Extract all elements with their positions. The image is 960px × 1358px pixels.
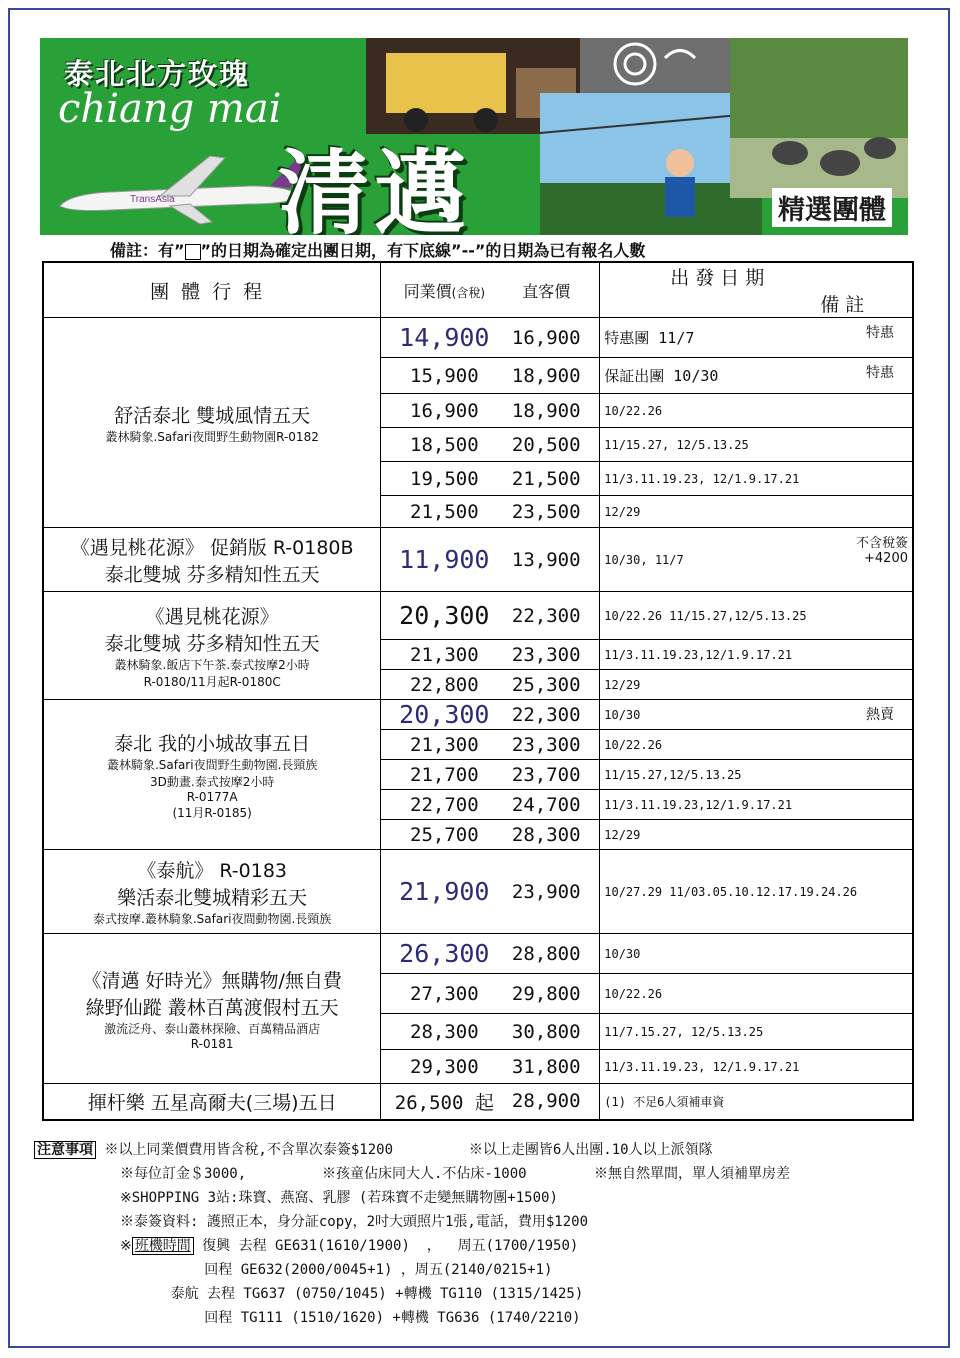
header-banner [40, 38, 908, 235]
direct-price: 23,500 [511, 500, 581, 523]
price-cell [381, 394, 600, 428]
departure-dates: 保証出團 10/30 [604, 367, 719, 385]
departure-cell [600, 790, 913, 820]
box-mark [185, 244, 201, 260]
itinerary-line: 叢林騎象.飯店下午茶.泰式按摩2小時 [114, 657, 310, 672]
direct-price: 25,300 [511, 673, 581, 696]
banner-title: 泰北北方玫瑰 [64, 57, 251, 91]
direct-price: 23,300 [511, 643, 581, 666]
direct-price: 28,800 [511, 942, 581, 965]
direct-price: 22,300 [511, 703, 581, 726]
price-cell [381, 974, 600, 1014]
notes-line-2: ※每位訂金＄3000, ※孩童佔床同大人.不佔床-1000 ※無自然單間，單人須補單房差 [120, 1166, 791, 1182]
price-cell [381, 790, 600, 820]
agent-price: 21,300 [410, 643, 479, 666]
price-cell [381, 1014, 600, 1050]
notes-line-3: ※SHOPPING 3站:珠寶、燕窩、乳膠 (若珠寶不走變無購物團+1500) [120, 1190, 558, 1206]
notes-line-8: 回程 TG111 (1510/1620) +轉機 TG636 (1740/2210) [120, 1310, 581, 1326]
direct-price: 28,900 [511, 1090, 581, 1113]
agent-price: 21,500 [410, 500, 479, 523]
departure-dates: 10/22.26 [604, 403, 663, 418]
itinerary-cell [43, 528, 381, 592]
departure-cell [600, 428, 913, 462]
agent-price: 28,300 [410, 1020, 479, 1043]
itinerary-line: 泰北雙城 芬多精知性五天 [104, 632, 320, 655]
table-row [43, 592, 913, 640]
agent-price: 21,300 [410, 733, 479, 756]
table-row [43, 850, 913, 934]
departure-dates: 11/15.27, 12/5.13.25 [604, 437, 749, 452]
header-remark: 備註 [820, 294, 871, 316]
departure-dates: 10/27.29 11/03.05.10.12.17.19.24.26 [604, 884, 858, 899]
departure-dates: 10/22.26 [604, 986, 663, 1001]
departure-dates: 12/29 [604, 504, 641, 519]
itinerary-cell [43, 934, 381, 1084]
itinerary-line: 舒活泰北 雙城風情五天 [114, 404, 311, 427]
departure-dates: 10/30 [604, 707, 641, 722]
price-cell [381, 700, 600, 730]
zipline-photo [540, 93, 762, 235]
itinerary-line: 《遇見桃花源》 促銷版 R-0180B [70, 536, 354, 559]
departure-cell [600, 592, 913, 640]
banner-destination: 清邁 [278, 140, 471, 235]
departure-cell [600, 318, 913, 358]
agent-price: 26,500 起 [394, 1091, 494, 1114]
agent-price: 22,800 [410, 673, 479, 696]
banner-tag: 精選團體 [772, 188, 892, 227]
agent-price: 21,900 [399, 877, 490, 906]
remark-label: 特惠 [866, 365, 894, 381]
table-row [43, 318, 913, 358]
agent-price: 15,900 [410, 364, 479, 387]
itinerary-cell [43, 700, 381, 850]
departure-dates: 11/3.11.19.23, 12/1.9.17.21 [604, 1059, 800, 1074]
remark-label: 不含稅簽 +4200 [855, 536, 908, 566]
price-cell [381, 496, 600, 528]
itinerary-line: 《泰航》 R-0183 [137, 860, 287, 882]
itinerary-cell [43, 318, 381, 528]
header-direct-price: 直客價 [522, 281, 571, 301]
departure-cell [600, 760, 913, 790]
departure-cell [600, 358, 913, 394]
agent-price: 14,900 [399, 323, 490, 352]
itinerary-line: 綠野仙蹤 叢林百萬渡假村五天 [85, 997, 339, 1019]
header-agent-price: 同業價 [403, 281, 452, 301]
notes-section [34, 1138, 790, 1330]
price-cell [381, 1050, 600, 1084]
itinerary-line: 叢林騎象.Safari夜間野生動物園R-0182 [105, 429, 319, 444]
itinerary-line: 叢林騎象.Safari夜間野生動物園.長頸族 [106, 757, 318, 772]
notes-text-1: ※以上同業價費用皆含稅,不含單次泰簽$1200 ※以上走團皆6人出團.10人以上派領隊 [104, 1142, 713, 1158]
departure-cell [600, 974, 913, 1014]
agent-price: 29,300 [410, 1055, 479, 1078]
departure-dates: 11/7.15.27, 12/5.13.25 [604, 1024, 764, 1039]
price-cell [381, 592, 600, 640]
itinerary-line: 揮杆樂 五星高爾夫(三場)五日 [87, 1091, 337, 1114]
price-cell [381, 730, 600, 760]
departure-cell [600, 528, 913, 592]
remark-label: 特惠 [866, 325, 894, 341]
itinerary-line: 3D動畫.泰式按摩2小時 [150, 774, 275, 789]
agent-price: 20,300 [399, 601, 490, 630]
header-itinerary: 團體行程 [43, 262, 381, 318]
price-cell [381, 428, 600, 462]
price-cell [381, 850, 600, 934]
elephant-photo [730, 38, 908, 198]
departure-cell [600, 1084, 913, 1120]
direct-price: 16,900 [511, 326, 581, 349]
price-cell [381, 640, 600, 670]
price-cell [381, 760, 600, 790]
departure-dates: 11/3.11.19.23,12/1.9.17.21 [604, 647, 793, 662]
direct-price: 18,900 [511, 399, 581, 422]
itinerary-line: 泰北 我的小城故事五日 [114, 732, 311, 755]
departure-cell [600, 1014, 913, 1050]
departure-cell [600, 670, 913, 700]
itinerary-line: (11月R-0185) [172, 805, 252, 820]
departure-dates: 12/29 [604, 827, 641, 842]
itinerary-line: 泰式按摩.叢林騎象.Safari夜間動物園.長頸族 [93, 912, 332, 926]
itinerary-line: 《清邁 好時光》無購物/無自費 [82, 970, 342, 992]
departure-cell [600, 934, 913, 974]
rose-graphic [580, 38, 730, 93]
notes-line-4: ※泰簽資料: 護照正本，身分証copy，2吋大頭照片1張,電話，費用$1200 [120, 1214, 589, 1230]
departure-dates: 特惠團 11/7 [604, 329, 695, 347]
departure-dates: 11/15.27,12/5.13.25 [604, 767, 742, 782]
remark-label: 熱賣 [866, 707, 894, 723]
table-row [43, 1084, 913, 1120]
table-row [43, 528, 913, 592]
direct-price: 24,700 [511, 793, 581, 816]
price-cell [381, 318, 600, 358]
agent-price: 20,300 [399, 700, 490, 729]
direct-price: 21,500 [511, 467, 581, 490]
price-cell [381, 820, 600, 850]
note-part-c: ”的日期為已有報名人數 [474, 241, 646, 260]
direct-price: 22,300 [511, 604, 581, 627]
header-agent-price-note: (含稅) [451, 285, 486, 300]
departure-cell [600, 1050, 913, 1084]
agent-price: 26,300 [399, 939, 490, 968]
itinerary-line: 《遇見桃花源》 [145, 605, 279, 628]
note-part-a: 備註：有” [110, 241, 185, 260]
direct-price: 20,500 [511, 433, 581, 456]
airline-name: TransAsia [130, 194, 175, 205]
departure-dates: (1) 不足6人須補車資 [604, 1094, 725, 1109]
header-departure-label: 出發日期 [670, 267, 771, 289]
departure-cell [600, 394, 913, 428]
departure-cell [600, 850, 913, 934]
price-cell [381, 358, 600, 394]
agent-price: 16,900 [410, 399, 479, 422]
agent-price: 18,500 [410, 433, 479, 456]
header-prices [381, 262, 600, 318]
notes-line-5 [34, 1234, 790, 1258]
notes-text-5: 復興 去程 GE631(1610/1900) ， 周五(1700/1950) [193, 1238, 579, 1254]
price-cell [381, 462, 600, 496]
direct-price: 23,700 [511, 763, 581, 786]
price-cell [381, 670, 600, 700]
notes-line-7: 泰航 去程 TG637 (0750/1045) +轉機 TG110 (1315/1425) [120, 1286, 584, 1302]
itinerary-line: R-0181 [190, 1037, 234, 1051]
table-header-row [43, 262, 913, 318]
agent-price: 27,300 [410, 982, 479, 1005]
departure-cell [600, 700, 913, 730]
departure-cell [600, 820, 913, 850]
direct-price: 31,800 [511, 1055, 581, 1078]
departure-cell [600, 640, 913, 670]
departure-dates: 10/22.26 [604, 737, 663, 752]
direct-price: 13,900 [511, 548, 581, 571]
departure-dates: 10/22.26 11/15.27,12/5.13.25 [604, 608, 807, 623]
itinerary-line: 泰北雙城 芬多精知性五天 [104, 563, 320, 586]
departure-dates: 11/3.11.19.23, 12/1.9.17.21 [604, 471, 800, 486]
departure-dates: 10/30 [604, 946, 641, 961]
itinerary-cell [43, 592, 381, 700]
direct-price: 18,900 [511, 364, 581, 387]
agent-price: 22,700 [410, 793, 479, 816]
header-departure [600, 262, 913, 318]
departure-dates: 12/29 [604, 677, 641, 692]
notes-line-6: 回程 GE632(2000/0045+1) ，周五(2140/0215+1) [120, 1262, 553, 1278]
price-cell [381, 1084, 600, 1120]
itinerary-line: 樂活泰北雙城精彩五天 [117, 887, 308, 909]
departure-dates: 10/30, 11/7 [604, 552, 684, 567]
direct-price: 23,900 [511, 880, 581, 903]
itinerary-line: 激流泛舟、泰山叢林探險、百萬精品酒店 [104, 1022, 321, 1036]
agent-price: 21,700 [410, 763, 479, 786]
itinerary-table [42, 261, 914, 1121]
airplane-icon [50, 156, 310, 226]
itinerary-cell [43, 1084, 381, 1120]
agent-price: 11,900 [399, 545, 490, 574]
notes-line-1 [34, 1138, 790, 1162]
direct-price: 29,800 [511, 982, 581, 1005]
flight-times-label: 班機時間 [132, 1237, 194, 1255]
note-underline-mark: -- [461, 241, 475, 260]
table-row [43, 700, 913, 730]
agent-price: 19,500 [410, 467, 479, 490]
direct-price: 28,300 [511, 823, 581, 846]
departure-cell [600, 730, 913, 760]
direct-price: 23,300 [511, 733, 581, 756]
agent-price: 25,700 [410, 823, 479, 846]
table-row [43, 934, 913, 974]
banner-subtitle: chiang mai [58, 86, 282, 132]
note-part-b: ”的日期為確定出團日期，有下底線” [200, 241, 462, 260]
direct-price: 30,800 [511, 1020, 581, 1043]
departure-dates: 11/3.11.19.23,12/1.9.17.21 [604, 797, 793, 812]
notes-mark: ※ [120, 1238, 132, 1254]
price-cell [381, 528, 600, 592]
itinerary-line: R-0177A [186, 789, 238, 804]
itinerary-cell [43, 850, 381, 934]
departure-cell [600, 496, 913, 528]
notes-label: 注意事項 [34, 1141, 96, 1159]
itinerary-line: R-0180/11月起R-0180C [143, 674, 281, 689]
price-cell [381, 934, 600, 974]
departure-cell [600, 462, 913, 496]
legend-note [110, 238, 645, 261]
